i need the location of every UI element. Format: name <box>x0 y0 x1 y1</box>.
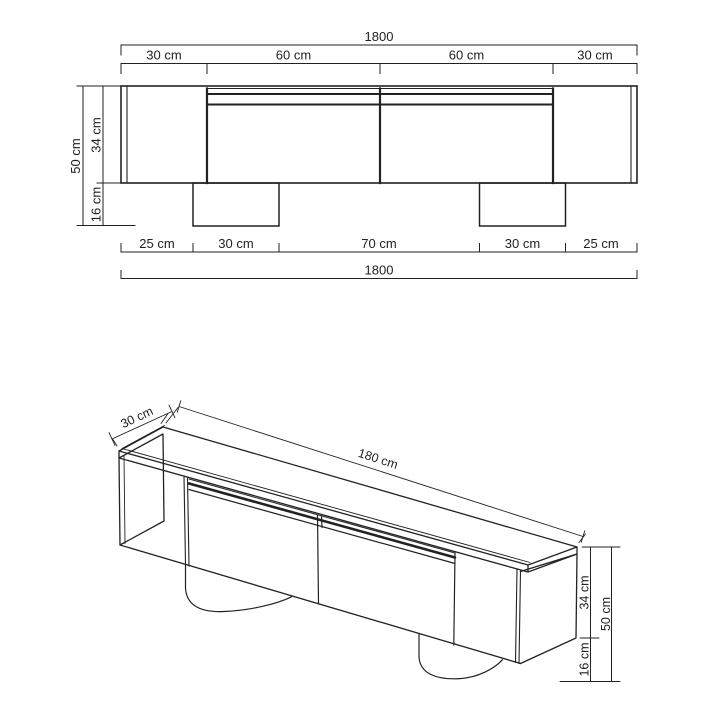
dim-label-base-25-right: 25 cm <box>583 236 619 251</box>
iso-label-height-lower: 16 cm <box>577 642 592 677</box>
isometric-view-labels <box>119 404 613 677</box>
iso-label-height-total: 50 cm <box>599 596 613 632</box>
right-foot <box>480 183 566 226</box>
door-divider-lines <box>207 89 553 184</box>
dim-label-total-bottom: 1800 <box>364 262 394 278</box>
iso-label-depth: 30 cm <box>118 403 156 432</box>
dim-label-base-25-left: 25 cm <box>139 236 175 251</box>
right-front-edge-lines <box>516 570 521 664</box>
dim-label-seg-60-left: 60 cm <box>275 47 312 63</box>
dim-label-base-30-left: 30 cm <box>218 236 254 251</box>
top-face-inner-border <box>122 426 530 563</box>
left-side-face <box>119 434 164 545</box>
left-foot-iso <box>186 565 292 612</box>
iso-label-height-upper: 34 cm <box>577 575 592 610</box>
right-side-face <box>521 554 578 664</box>
dim-line-top-total <box>121 45 637 55</box>
front-elevation-labels <box>68 29 619 278</box>
left-foot <box>193 183 279 226</box>
dim-label-seg-60-right: 60 cm <box>448 47 485 63</box>
dim-label-seg-30-left: 30 cm <box>146 47 182 63</box>
dim-label-base-70: 70 cm <box>361 236 397 251</box>
dim-label-height-total: 50 cm <box>68 138 83 174</box>
right-door-edge <box>454 553 455 645</box>
iso-label-width: 180 cm <box>356 446 400 472</box>
dim-line-top-segments <box>121 64 637 74</box>
dim-label-height-upper: 34 cm <box>88 117 104 153</box>
left-extension-lines <box>77 86 135 226</box>
dim-label-base-30-right: 30 cm <box>504 236 541 251</box>
isometric-view-drawing <box>109 401 620 682</box>
dim-label-total-top: 1800 <box>364 29 394 44</box>
left-door-boundary-lines <box>184 476 189 566</box>
right-foot-iso <box>419 635 503 679</box>
left-side-seam-line <box>124 457 125 544</box>
middle-door-divider <box>318 515 323 604</box>
dim-label-seg-30-right: 30 cm <box>577 47 613 63</box>
dim-label-height-lower: 16 cm <box>88 186 104 223</box>
cabinet-bottom-front-edge <box>120 545 521 664</box>
